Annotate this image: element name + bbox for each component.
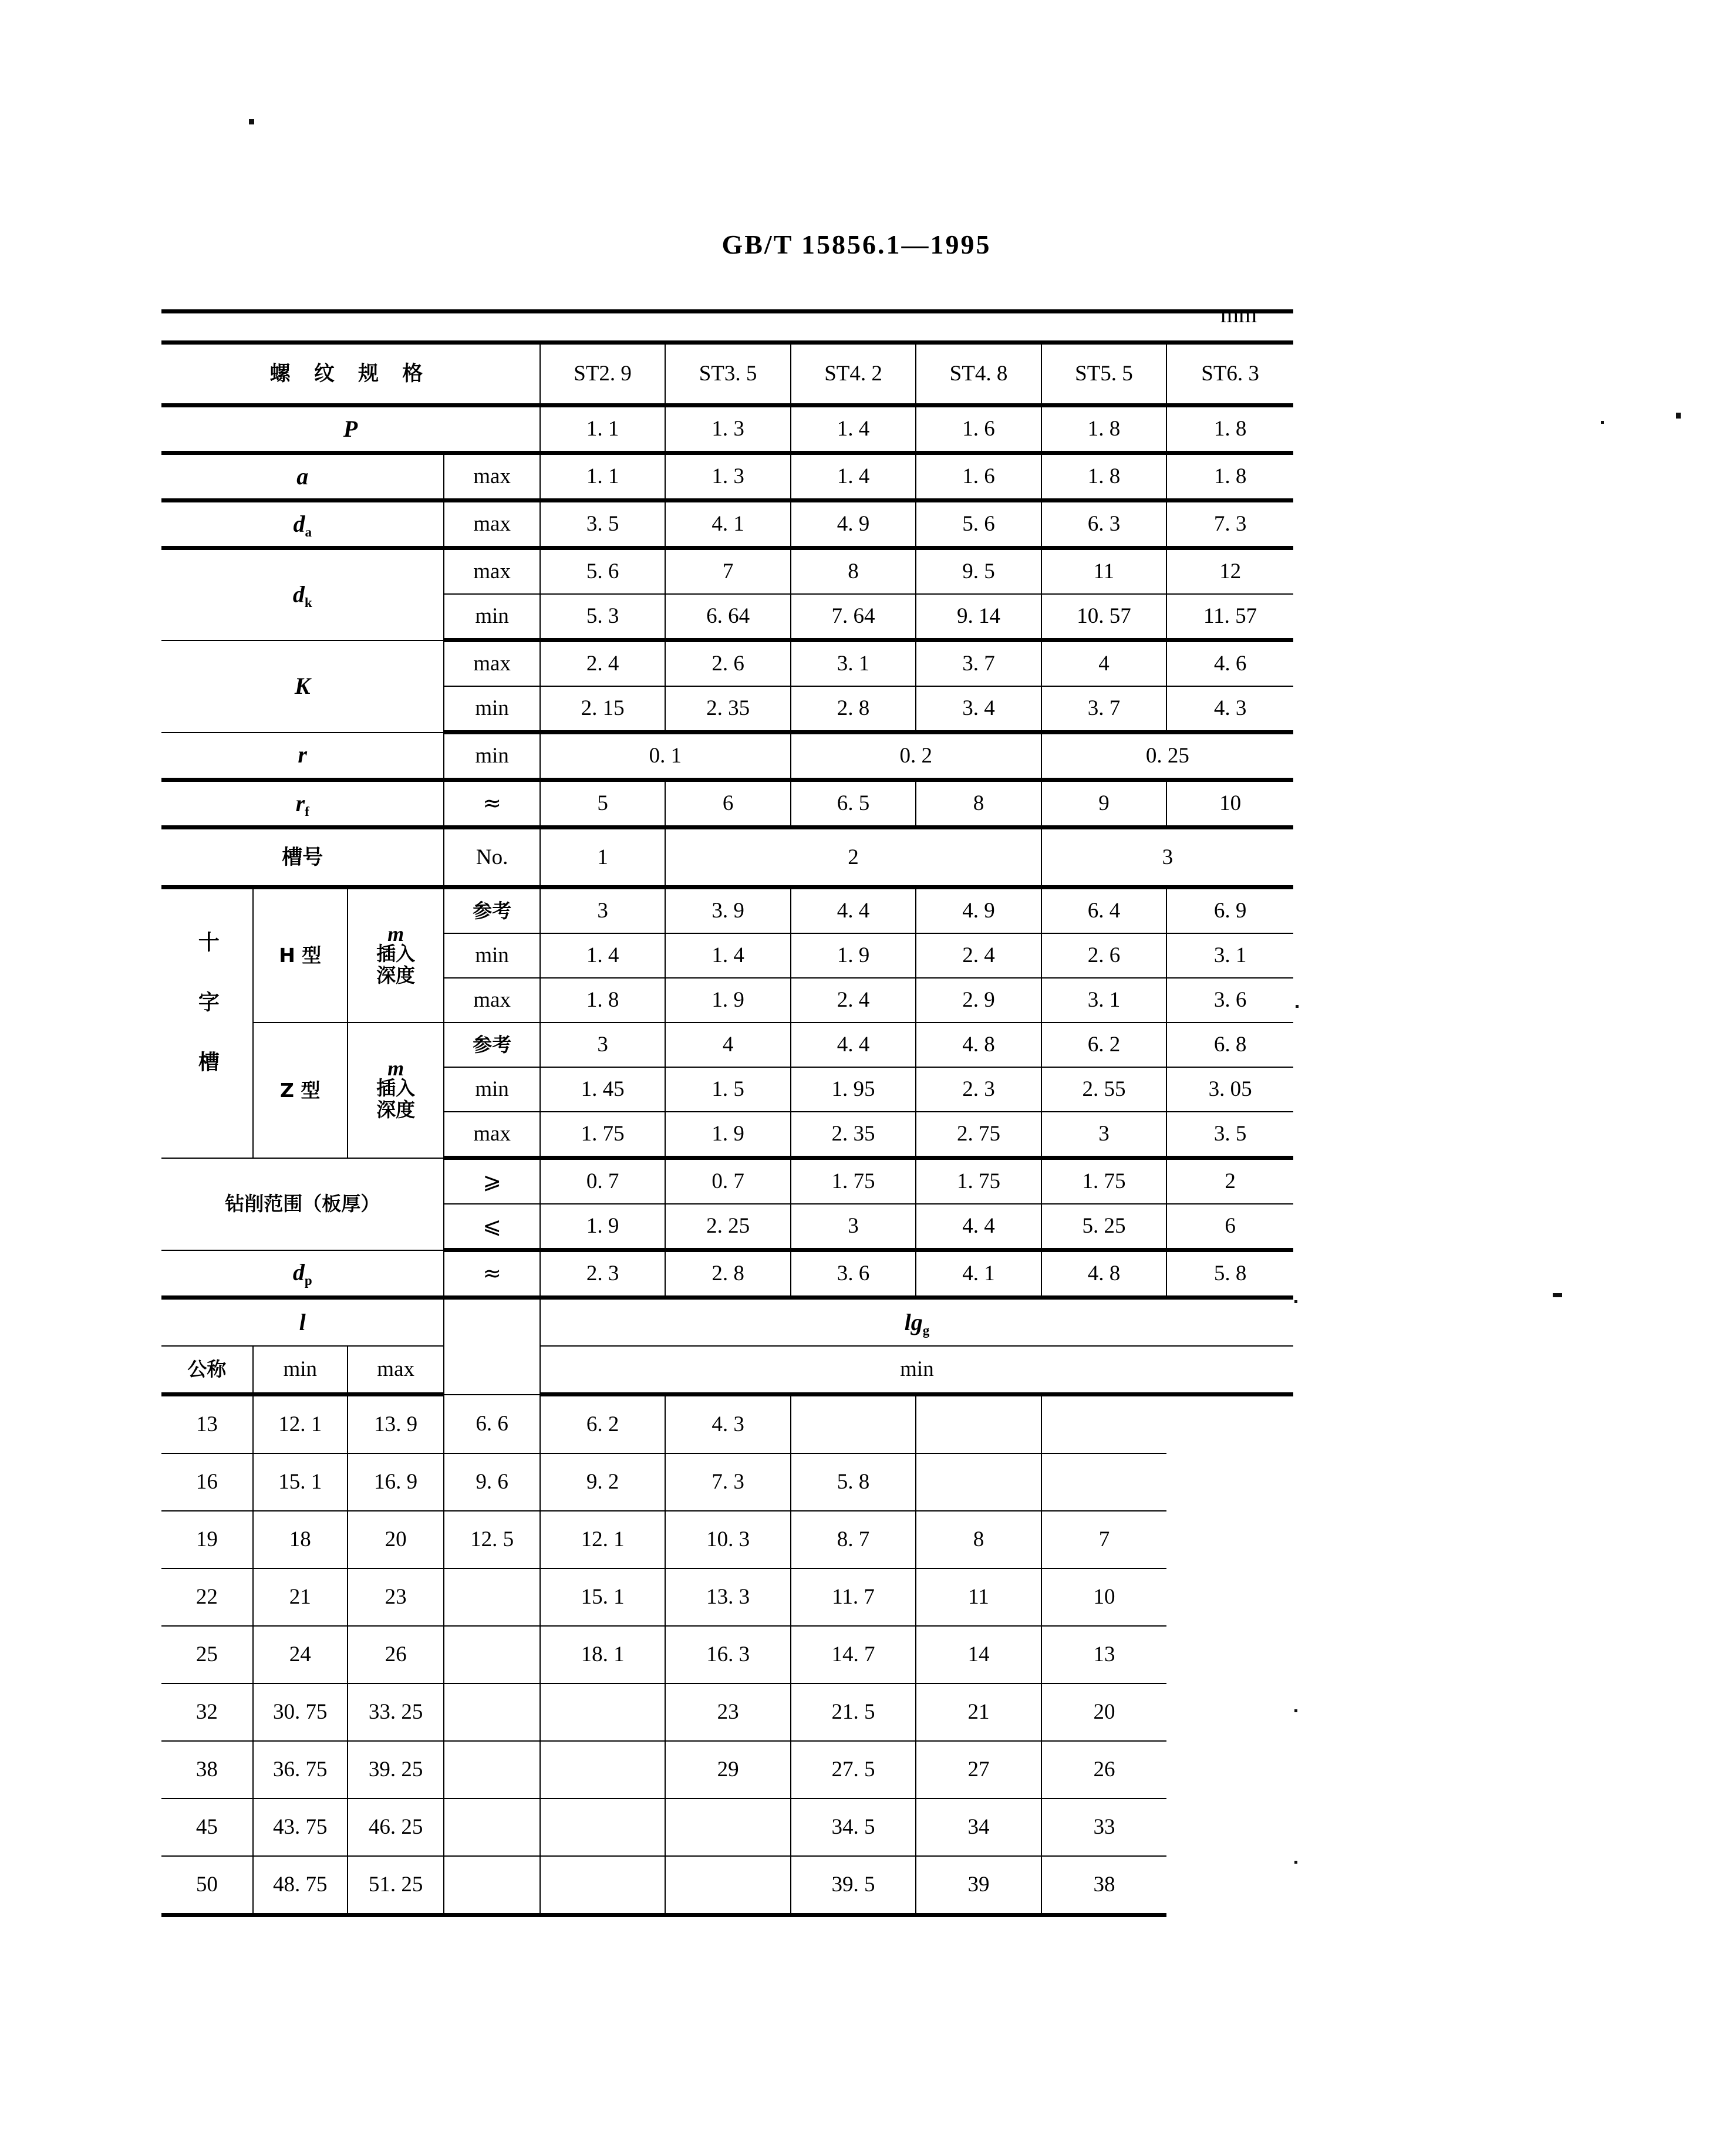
cell: 5. 25 [1041, 1204, 1166, 1250]
table-row-drill-ge [161, 1158, 1293, 1204]
cell-lg: 27 [916, 1741, 1041, 1799]
cell: 9 [1041, 780, 1166, 828]
cell: 1. 75 [791, 1158, 916, 1204]
cell: 3 [540, 888, 665, 934]
row-label-P: P [161, 406, 540, 453]
cell: 3. 1 [1041, 978, 1166, 1023]
cell: 1. 8 [1041, 453, 1166, 501]
cell: 11 [1041, 548, 1166, 595]
cell-lg: 6. 6 [444, 1395, 539, 1454]
row-label-rf: $r_f$ [161, 780, 444, 828]
table-row-slot-no [161, 828, 1293, 888]
cell-lg: 18. 1 [540, 1626, 665, 1683]
row-qualifier: 参考 [444, 1023, 539, 1067]
table-row-dk-max [161, 548, 1293, 595]
table-row-da [161, 501, 1293, 548]
cell-l-max: 51. 25 [348, 1856, 444, 1915]
cell-lg: 14. 7 [791, 1626, 916, 1683]
cell-lg [444, 1683, 539, 1741]
cell: 1. 4 [540, 933, 665, 978]
cell: 3. 9 [665, 888, 790, 934]
cell-l-max: 33. 25 [348, 1683, 444, 1741]
cell: 1. 9 [540, 1204, 665, 1250]
cell-lg: 8. 7 [791, 1511, 916, 1568]
cell: 7. 3 [1166, 501, 1293, 548]
unit-label: mm [1220, 301, 1257, 328]
cell: 6. 64 [665, 594, 790, 640]
table-row [161, 1395, 1293, 1454]
cell-lg [444, 1568, 539, 1626]
cell-l-max: 13. 9 [348, 1395, 444, 1454]
row-qualifier: ≈ [444, 780, 539, 828]
cell-l-max: 26 [348, 1626, 444, 1683]
table-row [161, 1683, 1293, 1741]
row-qualifier: ⩽ [444, 1204, 539, 1250]
cell-lg: 29 [665, 1741, 790, 1799]
cell: 1. 1 [540, 406, 665, 453]
row-qualifier: min [444, 686, 539, 733]
cell: 6. 4 [1041, 888, 1166, 934]
cell: 2. 9 [916, 978, 1041, 1023]
cell: 1. 5 [665, 1067, 790, 1112]
cell: 3. 1 [791, 640, 916, 687]
cell: 5. 6 [916, 501, 1041, 548]
cell: 4. 6 [1166, 640, 1293, 687]
cell: 1. 3 [665, 453, 790, 501]
cell-lg: 10. 3 [665, 1511, 790, 1568]
table-row-K-max [161, 640, 1293, 687]
cell: 3. 6 [791, 1250, 916, 1298]
cell: 8 [916, 780, 1041, 828]
cell-nominal: 38 [161, 1741, 253, 1799]
cell: 4. 8 [916, 1023, 1041, 1067]
cell-l-min: 18 [253, 1511, 348, 1568]
cell-l-min: 12. 1 [253, 1395, 348, 1454]
cell: 1. 75 [916, 1158, 1041, 1204]
cell: 1. 95 [791, 1067, 916, 1112]
cell: 2. 4 [540, 640, 665, 687]
cell-lg: 33 [1041, 1799, 1166, 1856]
cell-nominal: 25 [161, 1626, 253, 1683]
type-label-h: H 型 [253, 888, 348, 1023]
cell: 3. 5 [540, 501, 665, 548]
cell-lg: 5. 8 [791, 1453, 916, 1511]
cell-lg: 4. 3 [665, 1395, 790, 1454]
cell: 5. 3 [540, 594, 665, 640]
depth-label-h: m 插入 深度 [348, 888, 444, 1023]
depth-label-z: m 插入 深度 [348, 1023, 444, 1158]
cell-l-max: 23 [348, 1568, 444, 1626]
cell-lg: 21. 5 [791, 1683, 916, 1741]
dimension-table [161, 340, 1293, 1917]
cell: 4 [665, 1023, 790, 1067]
cell: 1. 8 [1041, 406, 1166, 453]
row-qualifier: No. [444, 828, 539, 888]
cell: 5. 8 [1166, 1250, 1293, 1298]
scan-speck [1294, 1709, 1297, 1712]
row-qualifier: 参考 [444, 888, 539, 934]
cell: 8 [791, 548, 916, 595]
cell: 2. 15 [540, 686, 665, 733]
row-qualifier: max [444, 640, 539, 687]
cell: 4. 9 [916, 888, 1041, 934]
table-row-rf [161, 780, 1293, 828]
cell: 2. 35 [665, 686, 790, 733]
cell-lg: 10 [1041, 1568, 1166, 1626]
cell: 3. 7 [916, 640, 1041, 687]
cell: 4. 4 [791, 888, 916, 934]
cell-lg: 16. 3 [665, 1626, 790, 1683]
cell: 1. 9 [665, 978, 790, 1023]
scan-speck [249, 119, 254, 124]
cell-lg: 27. 5 [791, 1741, 916, 1799]
cell-lg [444, 1799, 539, 1856]
cell-lg: 20 [1041, 1683, 1166, 1741]
cell: 3. 5 [1166, 1112, 1293, 1158]
cell: 2. 35 [791, 1112, 916, 1158]
row-qualifier: min [444, 1067, 539, 1112]
header-thread-spec: 螺 纹 规 格 [161, 343, 540, 406]
cell: 1. 75 [540, 1112, 665, 1158]
cell: 3. 05 [1166, 1067, 1293, 1112]
cell-l-max: 16. 9 [348, 1453, 444, 1511]
cell-lg [540, 1741, 665, 1799]
cell: 6. 3 [1041, 501, 1166, 548]
page-title: GB/T 15856.1—1995 [721, 230, 992, 259]
row-label-slot-no: 槽号 [161, 828, 444, 888]
cell-lg [665, 1856, 790, 1915]
header-l-max: max [348, 1346, 444, 1395]
scan-speck [1676, 413, 1681, 419]
header-nominal: 公称 [161, 1346, 253, 1395]
cell: 5. 6 [540, 548, 665, 595]
cell: 2 [1166, 1158, 1293, 1204]
cell: 10 [1166, 780, 1293, 828]
cell-l-min: 43. 75 [253, 1799, 348, 1856]
cell-lg: 14 [916, 1626, 1041, 1683]
cell: 3. 4 [916, 686, 1041, 733]
cell: 4. 3 [1166, 686, 1293, 733]
cell: 2. 4 [916, 933, 1041, 978]
table-row [161, 1453, 1293, 1511]
cell-lg: 13. 3 [665, 1568, 790, 1626]
cell-lg [916, 1453, 1041, 1511]
cell: 2. 3 [540, 1250, 665, 1298]
cell: 4. 1 [665, 501, 790, 548]
table-row-r [161, 733, 1293, 780]
scan-speck [1294, 1861, 1297, 1864]
cell-lg [1041, 1395, 1166, 1454]
cell-lg [916, 1395, 1041, 1454]
cell-nominal: 45 [161, 1799, 253, 1856]
cell: 6. 9 [1166, 888, 1293, 934]
header-lg-min: min [540, 1346, 1293, 1395]
table-row-z-reference [161, 1023, 1293, 1067]
row-qualifier: min [444, 594, 539, 640]
cell-nominal: 19 [161, 1511, 253, 1568]
cell: 0. 7 [665, 1158, 790, 1204]
cell: 0. 7 [540, 1158, 665, 1204]
header-l: l [161, 1298, 444, 1347]
cell-group: 3 [1041, 828, 1293, 888]
row-label-dp: $d_p$ [161, 1250, 444, 1298]
header-size-4: ST5. 5 [1041, 343, 1166, 406]
table-row-a [161, 453, 1293, 501]
row-qualifier: max [444, 1112, 539, 1158]
cell: 9. 5 [916, 548, 1041, 595]
row-qualifier: ≈ [444, 1250, 539, 1298]
cell: 9. 14 [916, 594, 1041, 640]
cell-lg: 8 [916, 1511, 1041, 1568]
cell: 2. 4 [791, 978, 916, 1023]
cell: 6. 8 [1166, 1023, 1293, 1067]
cell: 11. 57 [1166, 594, 1293, 640]
table-row [161, 1626, 1293, 1683]
cell: 1. 6 [916, 406, 1041, 453]
cell: 1. 3 [665, 406, 790, 453]
cell-lg: 13 [1041, 1626, 1166, 1683]
cell: 7. 64 [791, 594, 916, 640]
table-row-P [161, 406, 1293, 453]
row-label-r: r [161, 733, 444, 780]
cell: 6 [665, 780, 790, 828]
cell-lg [1041, 1453, 1166, 1511]
cell-lg: 9. 2 [540, 1453, 665, 1511]
table-row [161, 1511, 1293, 1568]
table-row [161, 1741, 1293, 1799]
cell-lg: 23 [665, 1683, 790, 1741]
cell: 4. 8 [1041, 1250, 1166, 1298]
cell-lg: 34 [916, 1799, 1041, 1856]
row-label-drill-range: 钻削范围（板厚） [161, 1158, 444, 1250]
cell-group: 0. 25 [1041, 733, 1293, 780]
row-qualifier: max [444, 453, 539, 501]
cell-lg: 7 [1041, 1511, 1166, 1568]
row-qualifier: max [444, 501, 539, 548]
table-row-length-header-1 [161, 1298, 1293, 1347]
cell-lg [540, 1856, 665, 1915]
scan-speck [1601, 421, 1604, 424]
cell: 4. 4 [916, 1204, 1041, 1250]
cell: 2. 8 [665, 1250, 790, 1298]
cell: 5 [540, 780, 665, 828]
row-qualifier: min [444, 933, 539, 978]
cell-lg [791, 1395, 916, 1454]
cell-nominal: 16 [161, 1453, 253, 1511]
spacer-cell [444, 1298, 539, 1395]
cell: 3. 6 [1166, 978, 1293, 1023]
group-label-cross-recess: 十字槽 [161, 888, 253, 1158]
cell-lg [444, 1741, 539, 1799]
cell-group: 1 [540, 828, 665, 888]
row-label-K: K [161, 640, 444, 733]
cell: 4. 9 [791, 501, 916, 548]
header-size-5: ST6. 3 [1166, 343, 1293, 406]
row-qualifier: max [444, 548, 539, 595]
table-row-length-header-2 [161, 1346, 1293, 1395]
row-qualifier: min [444, 733, 539, 780]
cell-lg: 7. 3 [665, 1453, 790, 1511]
cell-lg: 15. 1 [540, 1568, 665, 1626]
cell-lg: 39 [916, 1856, 1041, 1915]
cell-l-min: 48. 75 [253, 1856, 348, 1915]
cell: 3. 7 [1041, 686, 1166, 733]
cell-lg: 38 [1041, 1856, 1166, 1915]
cell-l-min: 24 [253, 1626, 348, 1683]
type-label-z: Z 型 [253, 1023, 348, 1158]
cell-l-min: 36. 75 [253, 1741, 348, 1799]
cell-lg: 12. 5 [444, 1511, 539, 1568]
cell-lg [540, 1799, 665, 1856]
row-label-da: $d_a$ [161, 501, 444, 548]
cell: 1. 75 [1041, 1158, 1166, 1204]
cell: 1. 8 [1166, 406, 1293, 453]
scan-speck [1296, 1005, 1299, 1008]
cell: 1. 8 [1166, 453, 1293, 501]
cell-lg: 9. 6 [444, 1453, 539, 1511]
cell-lg [444, 1856, 539, 1915]
cell-group: 0. 2 [791, 733, 1041, 780]
header-size-3: ST4. 8 [916, 343, 1041, 406]
table-row-h-reference [161, 888, 1293, 934]
cell: 3 [1041, 1112, 1166, 1158]
scan-speck [1294, 1300, 1297, 1303]
cell: 2. 8 [791, 686, 916, 733]
cell-nominal: 22 [161, 1568, 253, 1626]
cell: 4. 4 [791, 1023, 916, 1067]
cell-lg: 39. 5 [791, 1856, 916, 1915]
cell-lg [540, 1683, 665, 1741]
row-label-a: a [161, 453, 444, 501]
cell-lg [665, 1799, 790, 1856]
header-size-1: ST3. 5 [665, 343, 790, 406]
cell-l-max: 20 [348, 1511, 444, 1568]
cell: 3 [791, 1204, 916, 1250]
row-qualifier: ⩾ [444, 1158, 539, 1204]
cell: 1. 6 [916, 453, 1041, 501]
cell: 1. 8 [540, 978, 665, 1023]
header-size-2: ST4. 2 [791, 343, 916, 406]
cell: 7 [665, 548, 790, 595]
cell: 2. 55 [1041, 1067, 1166, 1112]
cell-l-min: 21 [253, 1568, 348, 1626]
title-rule [161, 309, 1293, 313]
cell: 3 [540, 1023, 665, 1067]
table-row [161, 1568, 1293, 1626]
cell-lg [444, 1626, 539, 1683]
cell: 2. 25 [665, 1204, 790, 1250]
cell-lg: 6. 2 [540, 1395, 665, 1454]
cell: 2. 75 [916, 1112, 1041, 1158]
scan-speck [1553, 1293, 1562, 1297]
cell: 2. 6 [1041, 933, 1166, 978]
cell: 3. 1 [1166, 933, 1293, 978]
cell-group: 0. 1 [540, 733, 791, 780]
cell-lg: 11 [916, 1568, 1041, 1626]
cell-l-min: 15. 1 [253, 1453, 348, 1511]
cell: 1. 1 [540, 453, 665, 501]
cell-l-min: 30. 75 [253, 1683, 348, 1741]
cell-lg: 12. 1 [540, 1511, 665, 1568]
table-row-dp [161, 1250, 1293, 1298]
cell: 4 [1041, 640, 1166, 687]
cell: 2. 6 [665, 640, 790, 687]
cell: 2. 3 [916, 1067, 1041, 1112]
cell: 6. 2 [1041, 1023, 1166, 1067]
cell: 10. 57 [1041, 594, 1166, 640]
header-lg: $\lg_g$ [540, 1298, 1293, 1347]
header-size-0: ST2. 9 [540, 343, 665, 406]
cell: 6. 5 [791, 780, 916, 828]
row-label-dk: $d_k$ [161, 548, 444, 640]
cell: 6 [1166, 1204, 1293, 1250]
cell-l-max: 39. 25 [348, 1741, 444, 1799]
cell: 4. 1 [916, 1250, 1041, 1298]
cell-lg: 21 [916, 1683, 1041, 1741]
cell-lg: 34. 5 [791, 1799, 916, 1856]
cell: 1. 9 [665, 1112, 790, 1158]
row-qualifier: max [444, 978, 539, 1023]
cell-l-max: 46. 25 [348, 1799, 444, 1856]
cell: 1. 4 [665, 933, 790, 978]
table-row [161, 1799, 1293, 1856]
cell: 1. 9 [791, 933, 916, 978]
table-header-row [161, 343, 1293, 406]
cell: 1. 4 [791, 453, 916, 501]
cell-nominal: 50 [161, 1856, 253, 1915]
cell: 1. 4 [791, 406, 916, 453]
cell: 12 [1166, 548, 1293, 595]
header-l-min: min [253, 1346, 348, 1395]
cell: 1. 45 [540, 1067, 665, 1112]
table-row [161, 1856, 1293, 1915]
cell-lg: 11. 7 [791, 1568, 916, 1626]
cell-group: 2 [665, 828, 1041, 888]
cell-nominal: 32 [161, 1683, 253, 1741]
cell-nominal: 13 [161, 1395, 253, 1454]
cell-lg: 26 [1041, 1741, 1166, 1799]
